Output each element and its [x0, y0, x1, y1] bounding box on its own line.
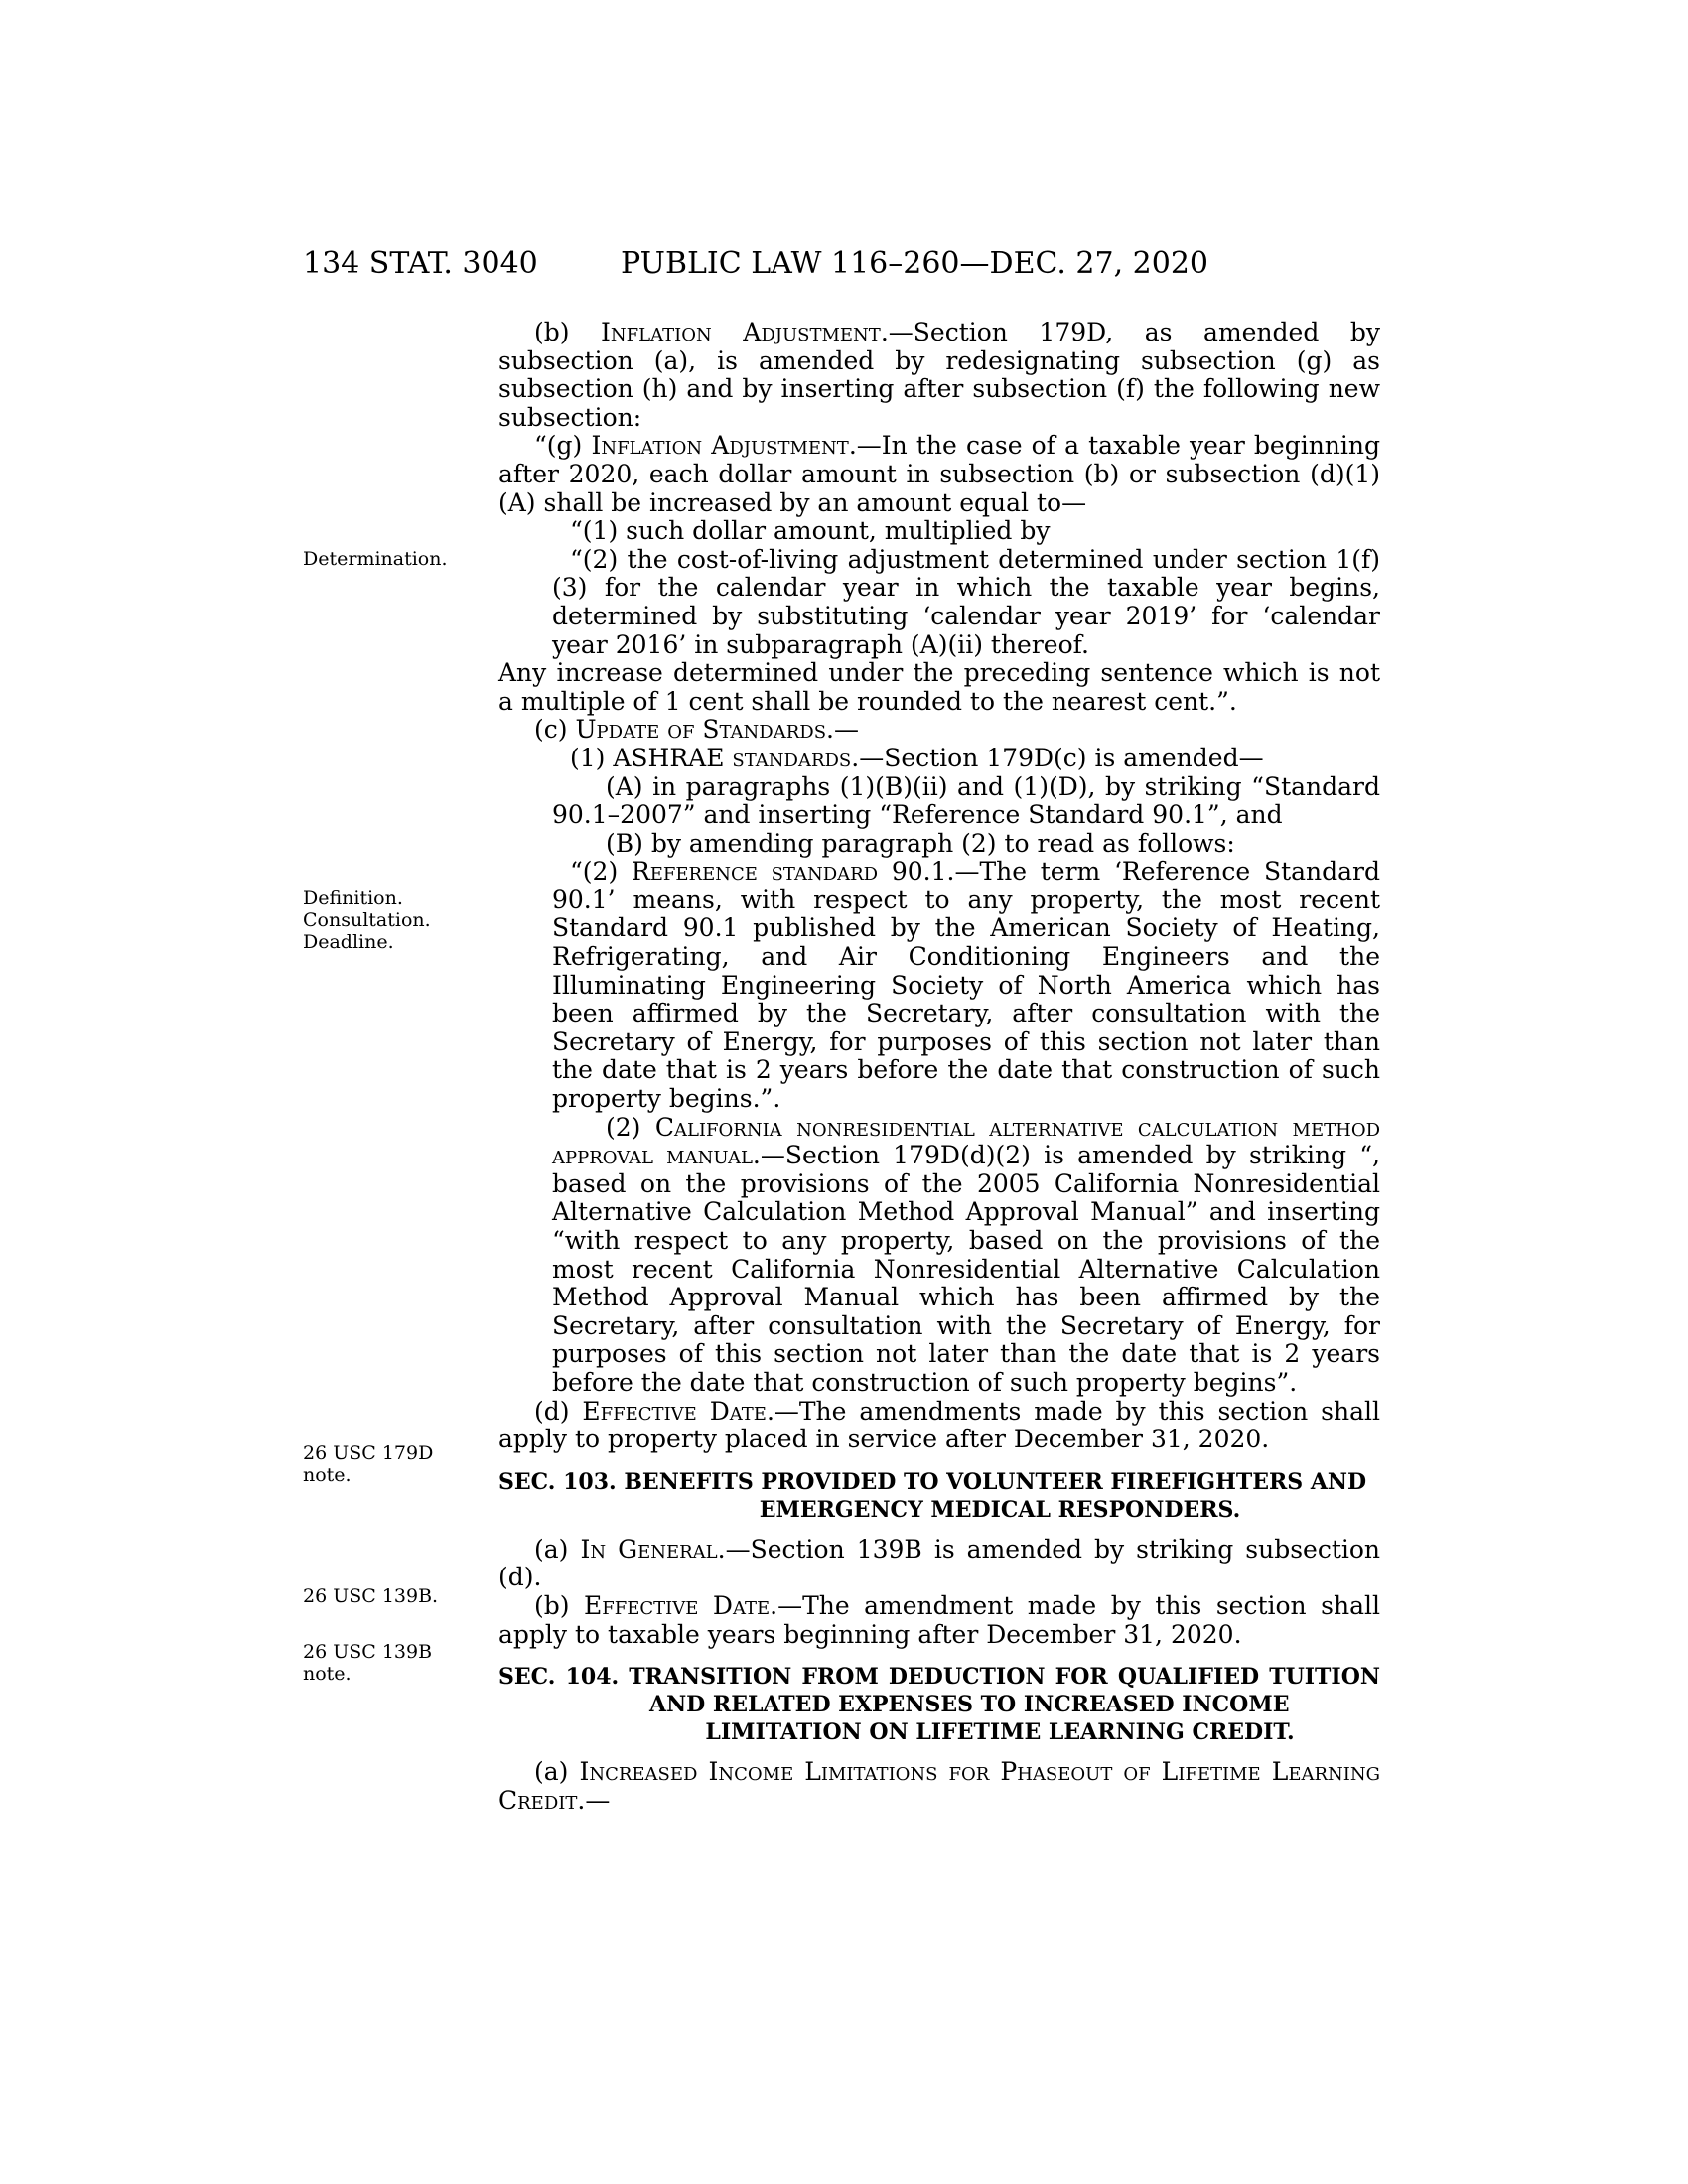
statute-page-number: 134 STAT. 3040	[303, 246, 538, 281]
section-104-heading: SEC. 104. TRANSITION FROM DEDUCTION FOR QUALIFIED TUITION AND RELATED EXPENSES TO INCREASED INCOME LIMITATION ON LIFETIME LEARNING CREDIT.	[498, 1664, 1380, 1746]
margin-note-26usc179d: 26 USC 179D note.	[303, 1442, 434, 1486]
paragraph-reference-standard: “(2) Reference standard 90.1.—The term ‘Reference Standard 90.1’ means, with respect to any property, the most recent Standard 90.1 published by the American Society of Heating, Refrigerating, and Air Conditioning Engineers and the Illuminating Engineering Society of North America which has been affirmed by the Secretary, after consultation with the Secretary of Energy, for purposes of this section not later than the date that is 2 years before the date that construction of such property begins.”.	[552, 857, 1380, 1114]
margin-note-26usc139b-note: 26 USC 139B note.	[303, 1641, 433, 1685]
paragraph-104a-income-limitations: (a) Increased Income Limitations for Phaseout of Lifetime Learning Credit.—	[498, 1757, 1381, 1815]
paragraph-c1-ashrae: (1) ASHRAE standards.—Section 179D(c) is amended—	[570, 743, 1264, 772]
main-text-column	[498, 319, 1380, 1815]
paragraph-c1A: (A) in paragraphs (1)(B)(ii) and (1)(D), by striking “Standard 90.1–2007” and inserting “Reference Standard 90.1”, and	[552, 771, 1380, 830]
paragraph-g-flush: Any increase determined under the preceding sentence which is not a multiple of 1 cent shall be rounded to the nearest cent.”.	[498, 658, 1380, 716]
paragraph-c2-california-manual: (2) California nonresidential alternative calculation method approval manual.—Section 179D(d)(2) is amended by striking “, based on the provisions of the 2005 California Nonresidential Alternative Calculation Method Approval Manual” and inserting “with respect to any property, based on the provisions of the most recent California Nonresidential Alternative Calculation Method Approval Manual which has been affirmed by the Secretary, after consultation with the Secretary of Energy, for purposes of this section not later than the date that is 2 years before the date that construction of such property begins”.	[552, 1112, 1381, 1397]
margin-note-determination: Determination.	[303, 548, 448, 570]
page-header-title: PUBLIC LAW 116–260—DEC. 27, 2020	[621, 246, 1209, 281]
section-103-heading: SEC. 103. BENEFITS PROVIDED TO VOLUNTEER FIREFIGHTERS AND EMERGENCY MEDICAL RESPONDERS.	[498, 1468, 1367, 1523]
paragraph-b-inflation-adjustment: (b) Inflation Adjustment.—Section 179D, as amended by subsection (a), is amended by redesignating subsection (g) as subsection (h) and by inserting after subsection (f) the following new subsection:	[498, 318, 1380, 432]
paragraph-g1: “(1) such dollar amount, multiplied by	[570, 516, 1051, 546]
margin-note-definition: Definition. Consultation. Deadline.	[303, 887, 431, 953]
margin-note-26usc139b: 26 USC 139B.	[303, 1585, 439, 1607]
paragraph-c-update-of-standards: (c) Update of Standards.—	[534, 715, 859, 745]
paragraph-g2: “(2) the cost-of-living adjustment determined under section 1(f)(3) for the calendar year in which the taxable year begins, determined by substituting ‘calendar year 2019’ for ‘calendar year 2016’ in subparagraph (A)(ii) thereof.	[552, 544, 1380, 659]
paragraph-103a-in-general: (a) In General.—Section 139B is amended by striking subsection (d).	[498, 1534, 1381, 1592]
paragraph-103b-effective-date: (b) Effective Date.—The amendment made by this section shall apply to taxable years beginning after December 31, 2020.	[498, 1590, 1380, 1649]
paragraph-d-effective-date: (d) Effective Date.—The amendments made by this section shall apply to property placed in service after December 31, 2020.	[498, 1396, 1381, 1454]
paragraph-g-inflation-adjustment: “(g) Inflation Adjustment.—In the case of a taxable year beginning after 2020, each dollar amount in subsection (b) or subsection (d)(1)(A) shall be increased by an amount equal to—	[498, 431, 1381, 517]
paragraph-c1B: (B) by amending paragraph (2) to read as follows:	[606, 828, 1235, 858]
